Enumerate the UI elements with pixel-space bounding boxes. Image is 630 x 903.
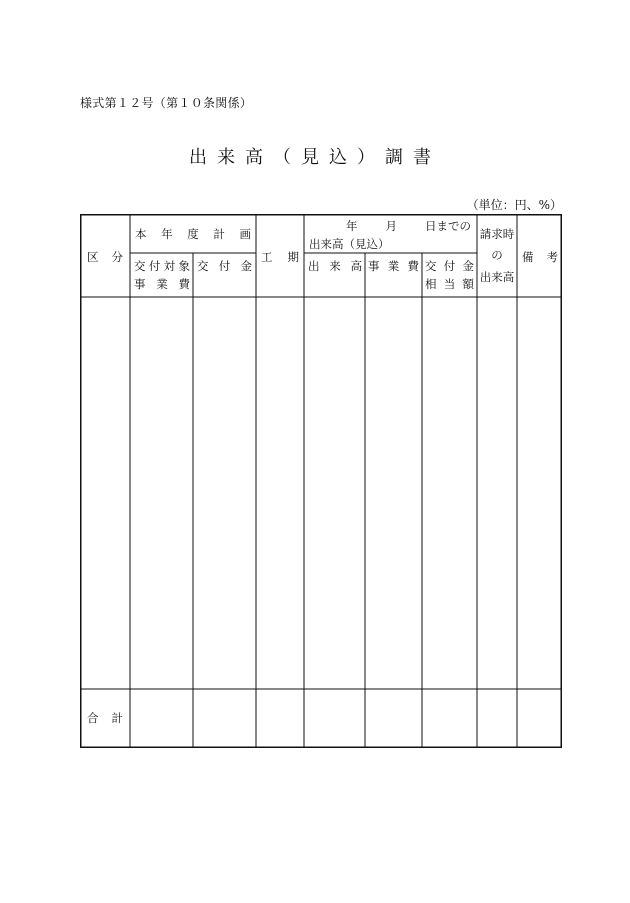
group-annual-plan-header: 本 年 度 計 画 [135,227,251,242]
col-period-header: 工 期 [261,250,299,265]
survey-table [80,214,562,748]
total-row-label: 合 計 [87,711,123,726]
col-category-header: 区 分 [87,250,123,265]
asof-date-header: 年 月 日までの [346,219,471,234]
table-grid-lines [80,214,562,748]
unit-note: （単位：円、%） [466,198,562,212]
asof-output-label: 出来高（見込） [309,237,390,252]
plan-target-cost-header-2: 事 業 費 [134,276,190,291]
form-number: 様式第１２号（第１０条関係） [80,96,253,110]
col-remarks-header: 備 考 [522,250,558,265]
asof-grant-header-2: 相 当 額 [425,276,474,291]
col-claim-output-header: 請求時 の 出来高 [479,227,515,284]
plan-grant-header: 交 付 金 [197,258,252,273]
document-title: 出来高（見込）調書 [189,147,441,168]
asof-output-header: 出 来 高 [308,258,362,273]
plan-target-cost-header: 交 付 対 象 [134,258,190,273]
asof-cost-header: 事 業 費 [368,258,419,273]
asof-grant-header: 交 付 金 [425,258,474,273]
table-border [81,215,562,748]
